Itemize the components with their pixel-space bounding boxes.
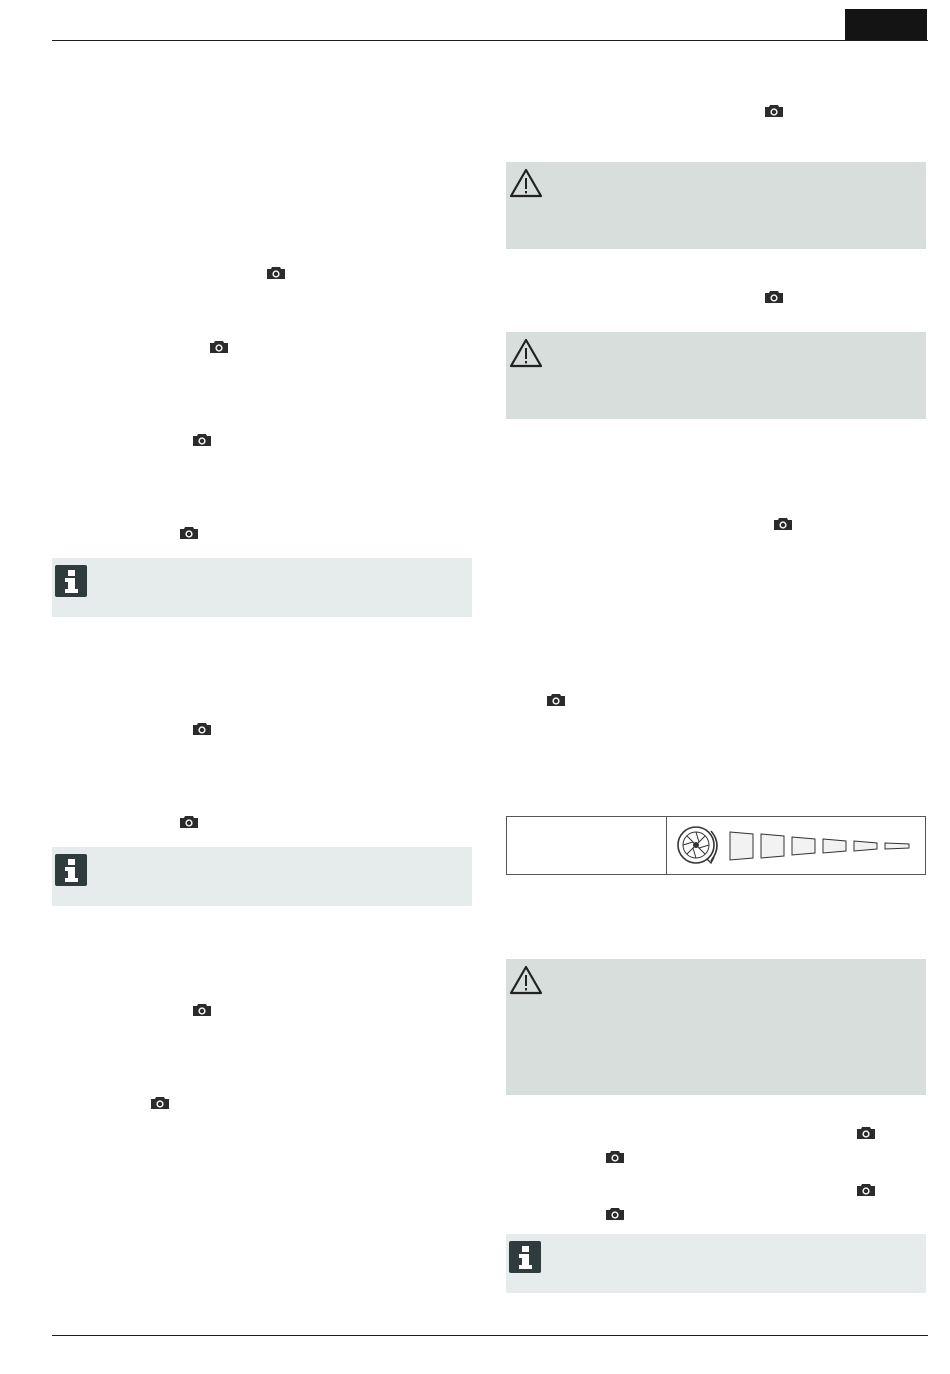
camera-icon xyxy=(266,266,286,280)
camera-icon xyxy=(179,815,199,829)
header-rule xyxy=(52,40,928,41)
warning-note xyxy=(506,959,926,1095)
info-note xyxy=(506,1234,926,1293)
warning-note xyxy=(506,162,926,249)
warning-icon xyxy=(509,965,543,1000)
camera-icon xyxy=(209,340,229,354)
camera-icon xyxy=(546,693,566,707)
camera-icon xyxy=(773,517,793,531)
camera-icon xyxy=(192,1003,212,1017)
warning-note xyxy=(506,332,926,419)
language-tab xyxy=(845,9,927,40)
camera-icon xyxy=(150,1096,170,1110)
warning-icon xyxy=(509,168,543,203)
camera-icon xyxy=(192,722,212,736)
camera-icon xyxy=(856,1183,876,1197)
info-note xyxy=(52,558,472,617)
warning-icon xyxy=(509,338,543,373)
info-icon xyxy=(55,854,87,891)
info-note xyxy=(52,847,472,906)
camera-icon xyxy=(764,104,784,118)
camera-icon xyxy=(605,1150,625,1164)
info-icon xyxy=(55,565,87,602)
camera-icon xyxy=(192,433,212,447)
cutting-height-table xyxy=(506,816,926,875)
footer-rule xyxy=(52,1335,928,1336)
camera-icon xyxy=(856,1126,876,1140)
cutting-wheel-icon xyxy=(673,823,913,872)
info-icon xyxy=(509,1241,541,1278)
camera-icon xyxy=(179,526,199,540)
table-divider xyxy=(666,817,667,874)
camera-icon xyxy=(605,1207,625,1221)
camera-icon xyxy=(764,290,784,304)
